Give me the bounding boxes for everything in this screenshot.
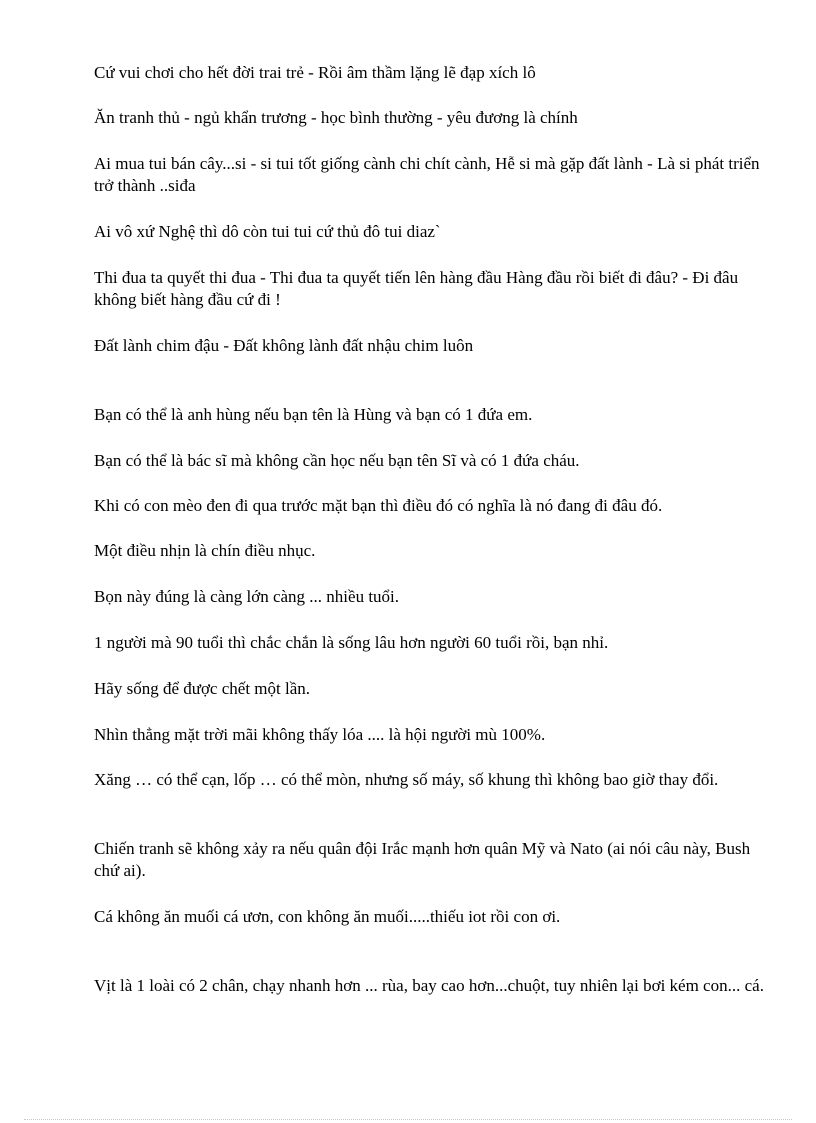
text-paragraph: Cá không ăn muối cá ươn, con không ăn muối.....thiếu iot rồi con ơi.: [94, 907, 561, 926]
text-paragraph: Chiến tranh sẽ không xảy ra nếu quân đội Irắc mạnh hơn quân Mỹ và Nato (ai nói câu này, Bush chứ ai).: [94, 839, 751, 880]
text-paragraph: Xăng … có thể cạn, lốp … có thể mòn, nhưng số máy, số khung thì không bao giờ thay đổi.: [94, 770, 719, 789]
text-paragraph: Bạn có thể là anh hùng nếu bạn tên là Hùng và bạn có 1 đứa em.: [94, 405, 533, 424]
text-paragraph: Một điều nhịn là chín điều nhục.: [94, 541, 316, 560]
text-paragraph: Vịt là 1 loài có 2 chân, chạy nhanh hơn ... rùa, bay cao hơn...chuột, tuy nhiên lại bơi kém con... cá.: [94, 976, 764, 995]
text-paragraph: Ăn tranh thủ - ngủ khẩn trương - học bình thường - yêu đương là chính: [94, 108, 578, 127]
text-paragraph: Bạn có thể là bác sĩ mà không cần học nếu bạn tên Sĩ và có 1 đứa cháu.: [94, 451, 580, 470]
text-paragraph: Cứ vui chơi cho hết đời trai trẻ - Rồi âm thầm lặng lẽ đạp xích lô: [94, 63, 536, 82]
text-paragraph: Khi có con mèo đen đi qua trước mặt bạn thì điều đó có nghĩa là nó đang đi đâu đó.: [94, 496, 663, 515]
text-paragraph: 1 người mà 90 tuổi thì chắc chắn là sống lâu hơn người 60 tuổi rồi, bạn nhỉ.: [94, 633, 609, 652]
text-paragraph: Bọn này đúng là càng lớn càng ... nhiều tuổi.: [94, 587, 400, 606]
text-paragraph: Nhìn thẳng mặt trời mãi không thấy lóa .... là hội người mù 100%.: [94, 725, 546, 744]
text-paragraph: Ai mua tui bán cây...si - si tui tốt giống cành chi chít cành, Hễ si mà gặp đất lành - Là si phát triển trở thành ..siđa: [94, 154, 760, 195]
text-paragraph: Ai vô xứ Nghệ thì dô còn tui tui cứ thủ đô tui diaz`: [94, 222, 441, 241]
text-paragraph: Đất lành chim đậu - Đất không lành đất nhậu chim luôn: [94, 336, 474, 355]
page-bottom-divider: [24, 1119, 792, 1120]
text-paragraph: Hãy sống để được chết một lần.: [94, 679, 311, 698]
text-paragraph: Thi đua ta quyết thi đua - Thi đua ta quyết tiến lên hàng đầu Hàng đầu rồi biết đi đâu? - Đi đâu không biết hàng đầu cứ đi !: [94, 268, 739, 309]
